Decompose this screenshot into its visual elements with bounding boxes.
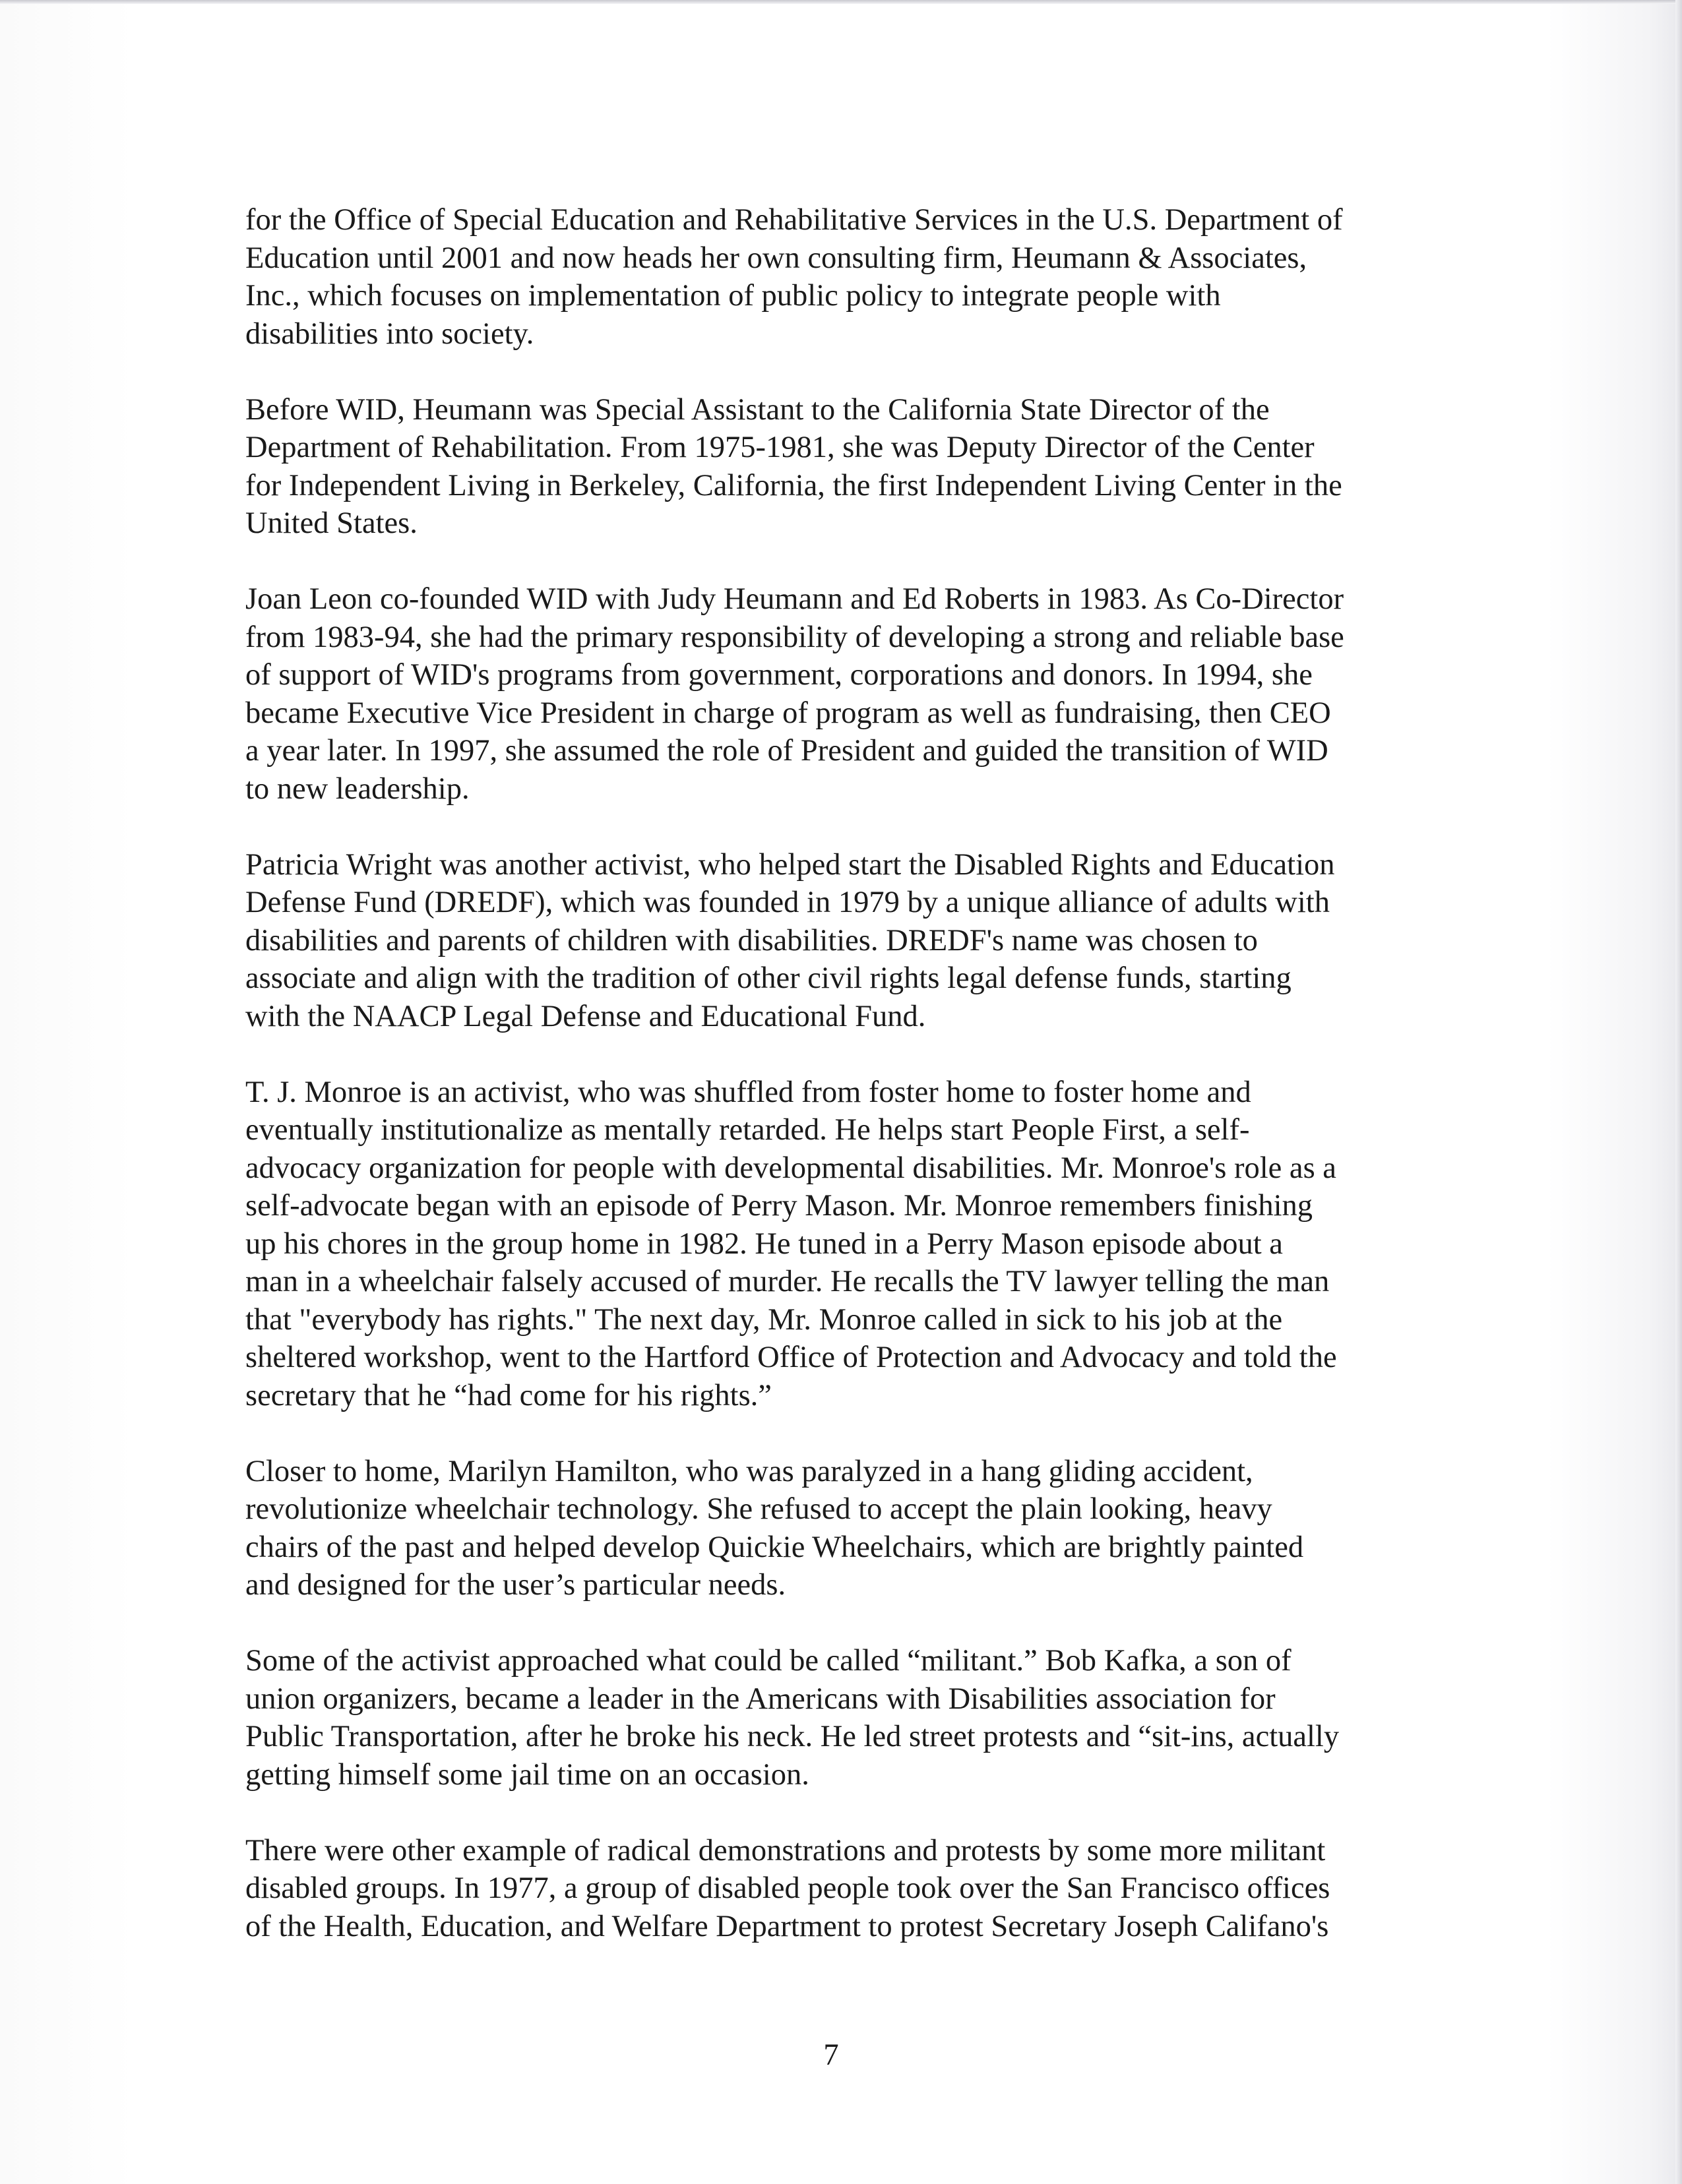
paragraph	[245, 1832, 1439, 1946]
text-line: union organizers, became a leader in the Americans with Disabilities association for	[245, 1682, 1276, 1716]
text-line: T. J. Monroe is an activist, who was shuffled from foster home to foster home and	[245, 1075, 1251, 1109]
text-line: Patricia Wright was another activist, who helped start the Disabled Rights and Education	[245, 847, 1335, 882]
text-line: disabilities and parents of children with disabilities. DREDF's name was chosen to	[245, 923, 1258, 957]
text-line: of the Health, Education, and Welfare Department to protest Secretary Joseph Califano's	[245, 1909, 1329, 1943]
text-line: from 1983-94, she had the primary responsibility of developing a strong and reliable base	[245, 620, 1344, 654]
paragraph	[245, 580, 1439, 808]
page-number: 7	[823, 2038, 839, 2072]
text-line: Before WID, Heumann was Special Assistant to the California State Director of the	[245, 392, 1270, 427]
text-line: up his chores in the group home in 1982. He tuned in a Perry Mason episode about a	[245, 1227, 1283, 1261]
text-line: United States.	[245, 506, 418, 540]
paragraph	[245, 1642, 1439, 1794]
text-line: Public Transportation, after he broke his neck. He led street protests and “sit-ins, actually	[245, 1720, 1340, 1753]
text-line: revolutionize wheelchair technology. She refused to accept the plain looking, heavy	[245, 1492, 1272, 1526]
text-line: Some of the activist approached what could be called “militant.” Bob Kafka, a son of	[245, 1644, 1292, 1678]
text-line: disabled groups. In 1977, a group of disabled people took over the San Francisco offices	[245, 1871, 1330, 1905]
text-line: advocacy organization for people with developmental disabilities. Mr. Monroe's role as a	[245, 1151, 1336, 1185]
text-line: chairs of the past and helped develop Quickie Wheelchairs, which are brightly painted	[245, 1530, 1304, 1564]
text-line: sheltered workshop, went to the Hartford Office of Protection and Advocacy and told the	[245, 1341, 1337, 1374]
paragraph	[245, 391, 1439, 543]
scan-edge-top	[0, 0, 1682, 4]
text-line: Education until 2001 and now heads her own consulting firm, Heumann & Associates,	[245, 241, 1307, 275]
text-line: for the Office of Special Education and Rehabilitative Services in the U.S. Department of	[245, 203, 1343, 237]
paragraph	[245, 846, 1439, 1036]
text-line: associate and align with the tradition of other civil rights legal defense funds, starting	[245, 961, 1292, 995]
text-line: that "everybody has rights." The next day, Mr. Monroe called in sick to his job at the	[245, 1302, 1283, 1337]
text-line: There were other example of radical demonstrations and protests by some more militant	[245, 1833, 1326, 1867]
scan-edge-right	[1675, 0, 1682, 2184]
text-line: Joan Leon co-founded WID with Judy Heumann and Ed Roberts in 1983. As Co-Director	[245, 582, 1344, 616]
text-line: for Independent Living in Berkeley, California, the first Independent Living Center in the	[245, 468, 1342, 502]
text-line: secretary that he “had come for his rights.”	[245, 1378, 772, 1412]
text-line: and designed for the user’s particular needs.	[245, 1568, 786, 1602]
text-line: a year later. In 1997, she assumed the role of President and guided the transition of WID	[245, 734, 1328, 768]
body-text	[245, 201, 1439, 1984]
text-line: to new leadership.	[245, 772, 470, 806]
text-line: Closer to home, Marilyn Hamilton, who was paralyzed in a hang gliding accident,	[245, 1454, 1253, 1488]
paragraph	[245, 1074, 1439, 1415]
text-line: eventually institutionalize as mentally retarded. He helps start People First, a self-	[245, 1113, 1250, 1147]
text-line: Department of Rehabilitation. From 1975-1981, she was Deputy Director of the Center	[245, 431, 1315, 464]
text-line: of support of WID's programs from government, corporations and donors. In 1994, she	[245, 658, 1313, 692]
text-line: self-advocate began with an episode of Perry Mason. Mr. Monroe remembers finishing	[245, 1189, 1313, 1223]
text-line: became Executive Vice President in charge of program as well as fundraising, then CEO	[245, 696, 1331, 730]
paragraph	[245, 1453, 1439, 1604]
text-line: getting himself some jail time on an occasion.	[245, 1757, 809, 1792]
paragraph	[245, 201, 1439, 353]
text-line: Inc., which focuses on implementation of public policy to integrate people with	[245, 279, 1221, 313]
text-line: man in a wheelchair falsely accused of murder. He recalls the TV lawyer telling the man	[245, 1265, 1330, 1298]
text-line: disabilities into society.	[245, 317, 534, 351]
text-line: with the NAACP Legal Defense and Educational Fund.	[245, 999, 926, 1033]
text-line: Defense Fund (DREDF), which was founded in 1979 by a unique alliance of adults with	[245, 886, 1330, 919]
